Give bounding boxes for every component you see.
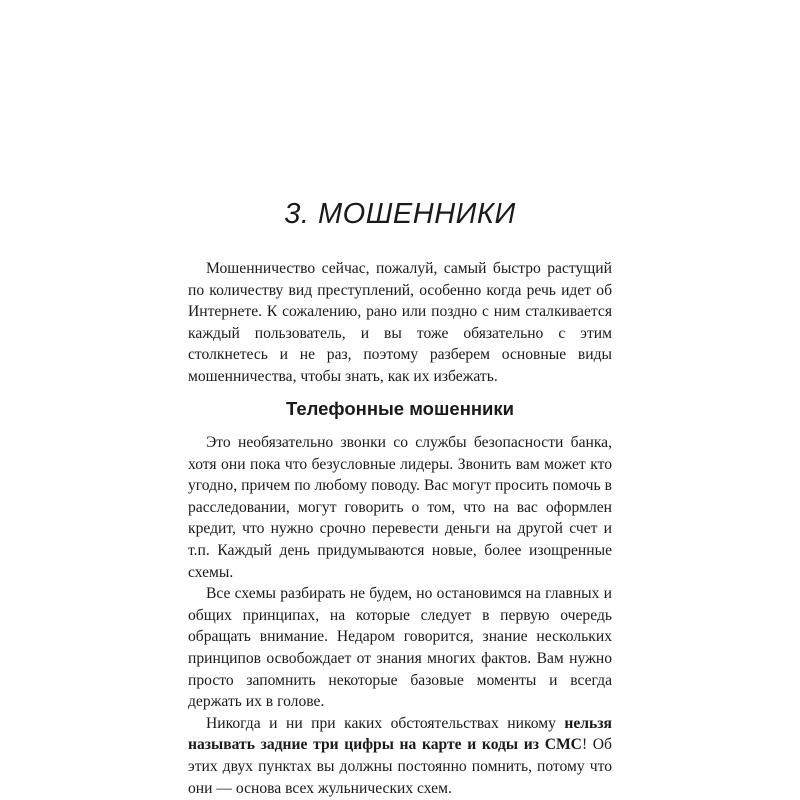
paragraph-3-bold-warning: нельзя называть задние три цифры на карте и коды из СМС	[188, 714, 612, 754]
intro-paragraph: Мошенничество сейчас, пожалуй, самый быстро растущий по количеству вид преступлений, особенно когда речь идет об Интернете. К сожалению, рано или поздно с ним сталкивается каждый пользователь, и вы тоже обязательно с этим столкнетесь и не раз, поэтому разберем основные виды мошенничества, чтобы знать, как их избежать.	[188, 260, 612, 385]
section-paragraph-3	[188, 713, 612, 799]
paragraph-3-start: Никогда и ни при каких обстоятельствах никому	[206, 714, 565, 732]
section-heading: Телефонные мошенники	[285, 398, 515, 419]
section-paragraph-2: Все схемы разбирать не будем, но остановимся на главных и общих принципах, на которые следует в первую очередь обращать внимание. Недаром говорится, знание нескольких принципов освобождает от знания многих фактов. Вам нужно просто запомнить некоторые базовые моменты и всегда держать их в голове.	[188, 585, 612, 711]
section-paragraph-1: Это необязательно звонки со службы безопасности банка, хотя они пока что безусловные лидеры. Звонить вам может кто угодно, причем по любому поводу. Вас могут просить помочь в расследовании, могут говорить о том, что на вас оформлен кредит, что нужно срочно перевести деньги на другой счет и т.п. Каждый день придумываются новые, более изощренные схемы.	[188, 434, 612, 581]
intro-text	[188, 258, 612, 388]
section-body	[188, 432, 612, 799]
chapter-title: 3. МОШЕННИКИ	[284, 198, 516, 230]
paragraph-3-end: ! Об этих двух пунктах вы должны постоянно помнить, потому что они — основа всех жульнических схем.	[188, 736, 612, 797]
